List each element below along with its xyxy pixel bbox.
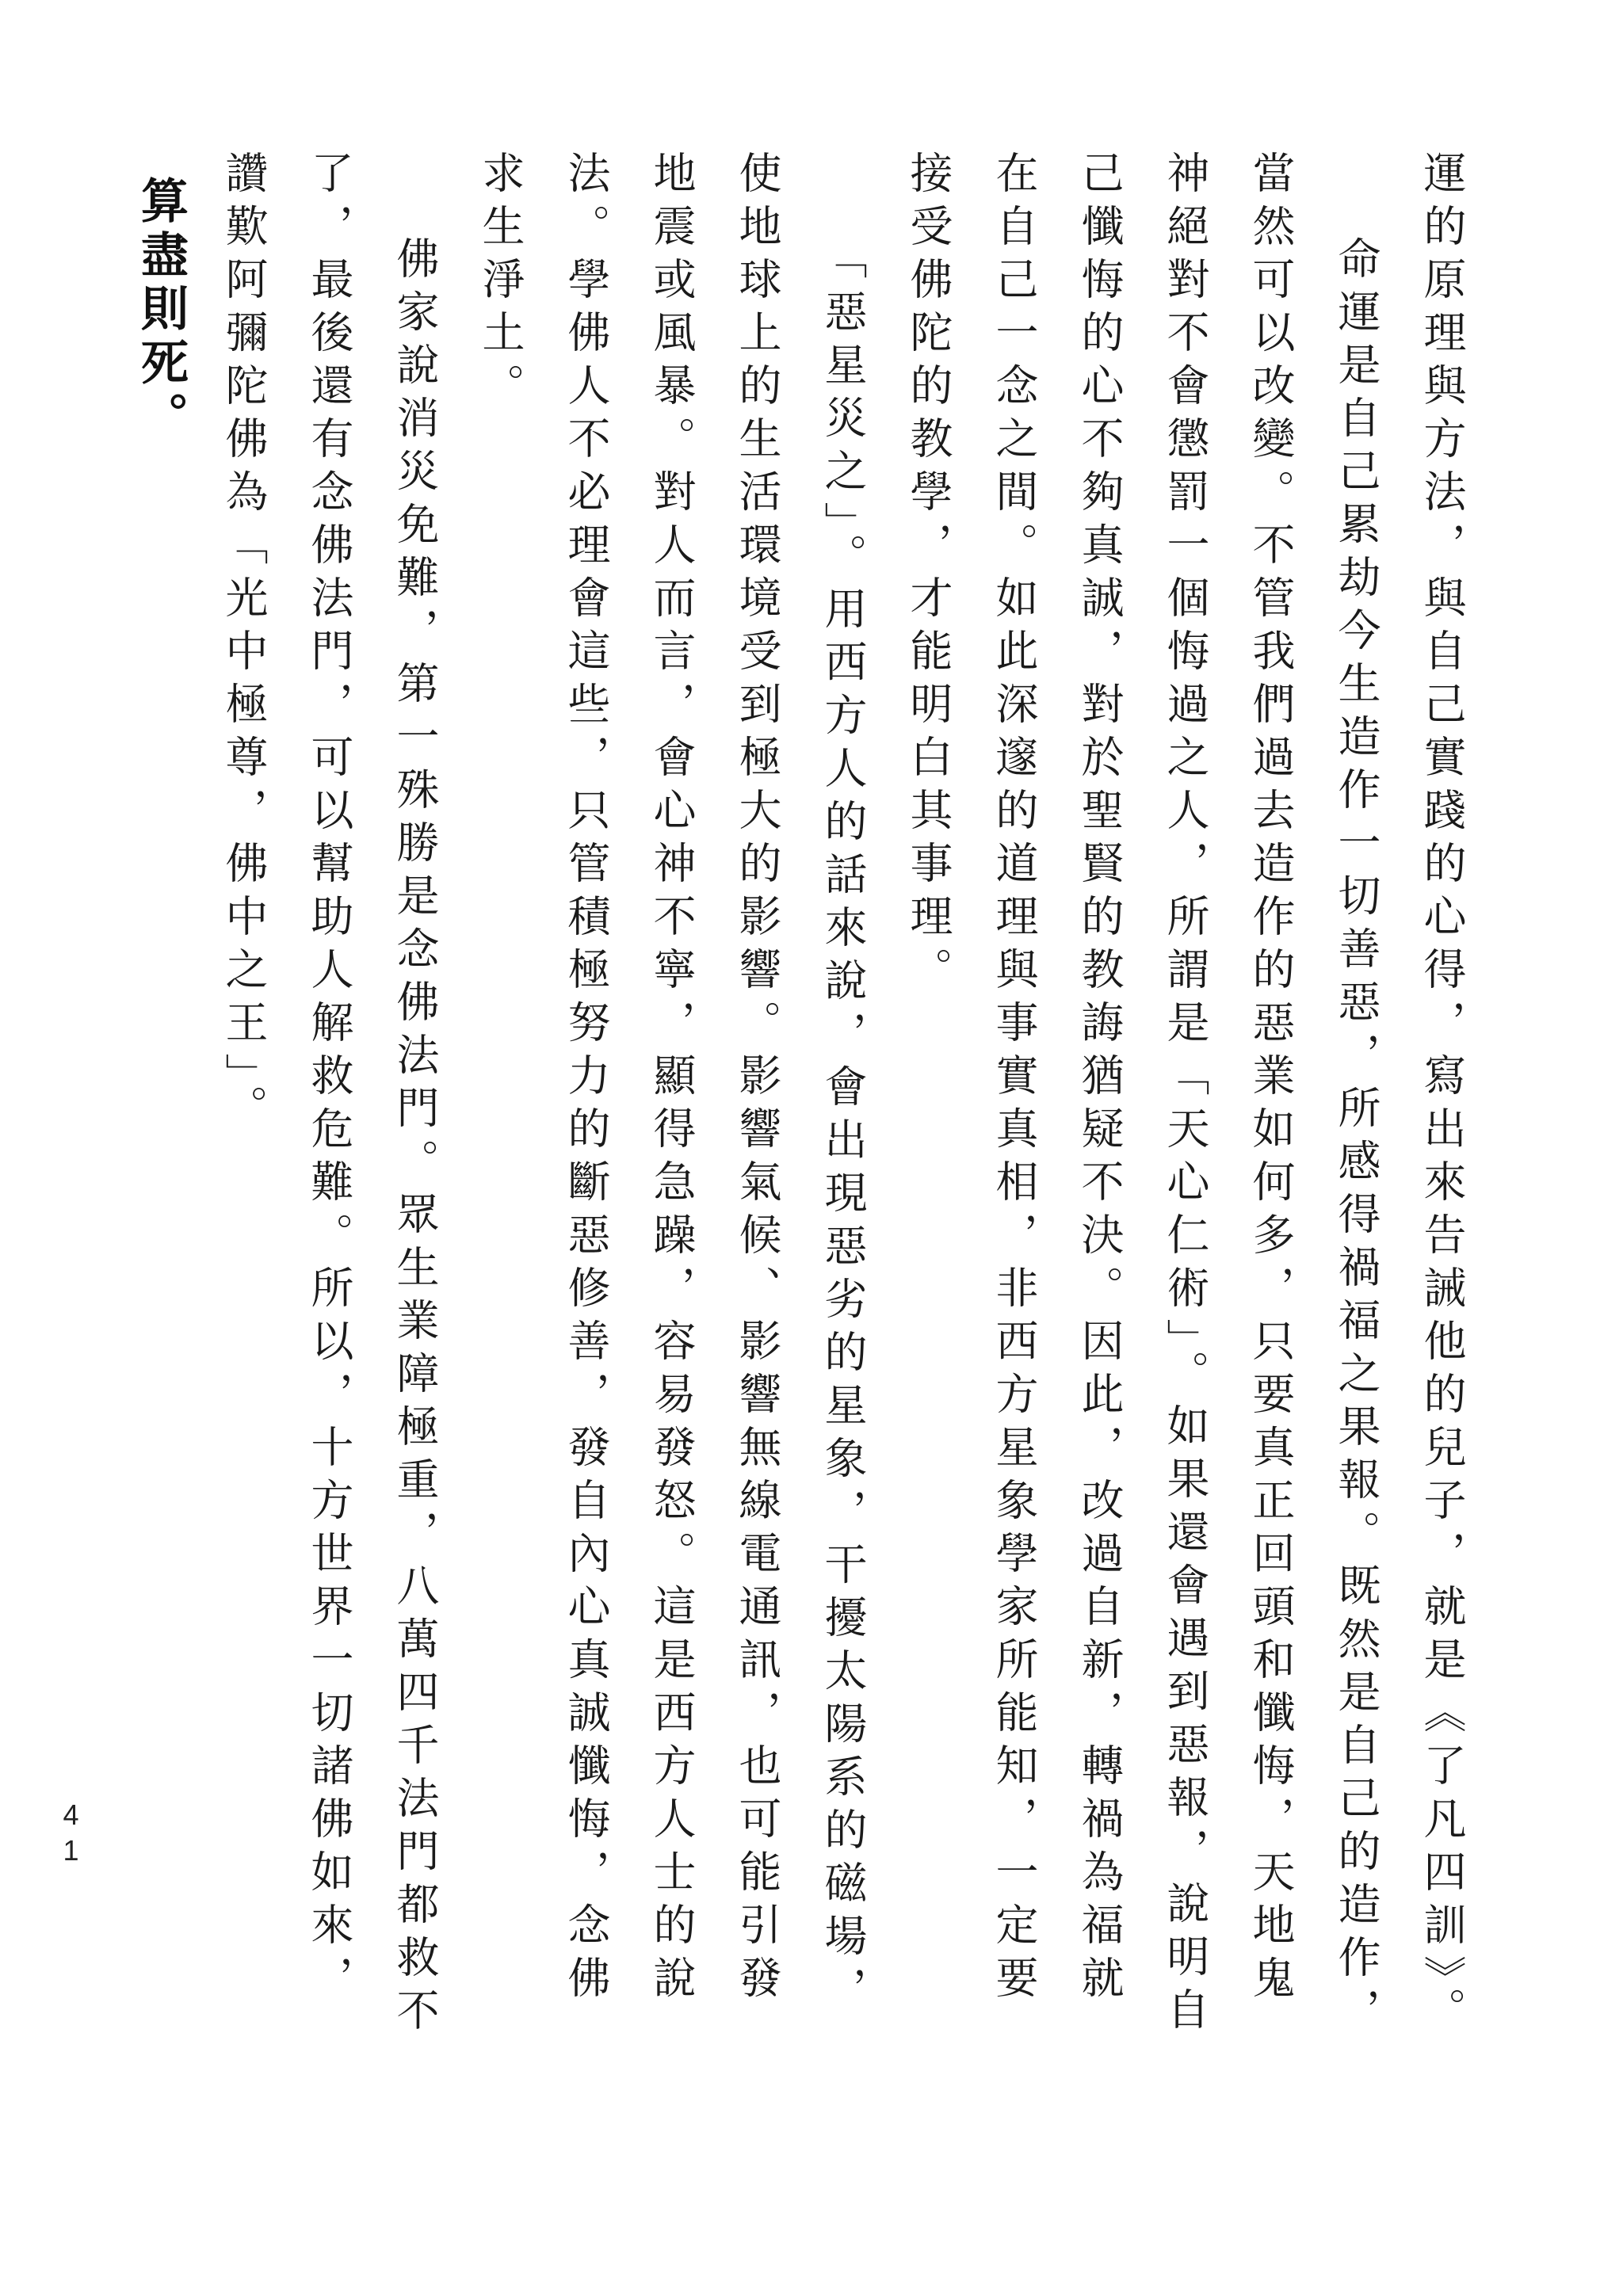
paragraph-2: 命運是自己累劫今生造作一切善惡，所感得禍福之果報。既然是自己的造作，當然可以改變。不管我們過去造作的惡業如何多，只要真正回頭和懺悔，天地鬼神絕對不會懲罰一個悔過之人，所謂是「天心仁術」。如果還會遇到惡報，說明自己懺悔的心不夠真誠，對於聖賢的教誨猶疑不決。因此，改過自新，轉禍為福就在自己一念之間。如此深邃的道理與事實真相，非西方星象學家所能知，一定要接受佛陀的教學，才能明白其事理。 (903, 151, 1381, 2041)
page-number: 41 (55, 1798, 87, 1870)
paragraph-4: 佛家說消災免難，第一殊勝是念佛法門。眾生業障極重，八萬四千法門都救不了，最後還有念佛法門，可以幫助人解救危難。所以，十方世界一切諸佛如來，讚歎阿彌陀佛為「光中極尊，佛中之王」。 (219, 151, 440, 2041)
body-text (200, 151, 1484, 2052)
paragraph-1: 運的原理與方法，與自己實踐的心得，寫出來告誡他的兒子，就是《了凡四訓》。 (1417, 151, 1467, 2040)
section-heading: 算盡則死。 (133, 176, 189, 445)
paragraph-3: 「惡星災之」。用西方人的話來說，會出現惡劣的星象，干擾太陽系的磁場，使地球上的生活環境受到極大的影響。影響氣候、影響無線電通訊，也可能引發地震或風暴。對人而言，會心神不寧，顯得急躁，容易發怒。這是西方人士的說法。學佛人不必理會這些，只管積極努力的斷惡修善，發自內心真誠懺悔，念佛求生淨土。 (475, 151, 868, 2019)
